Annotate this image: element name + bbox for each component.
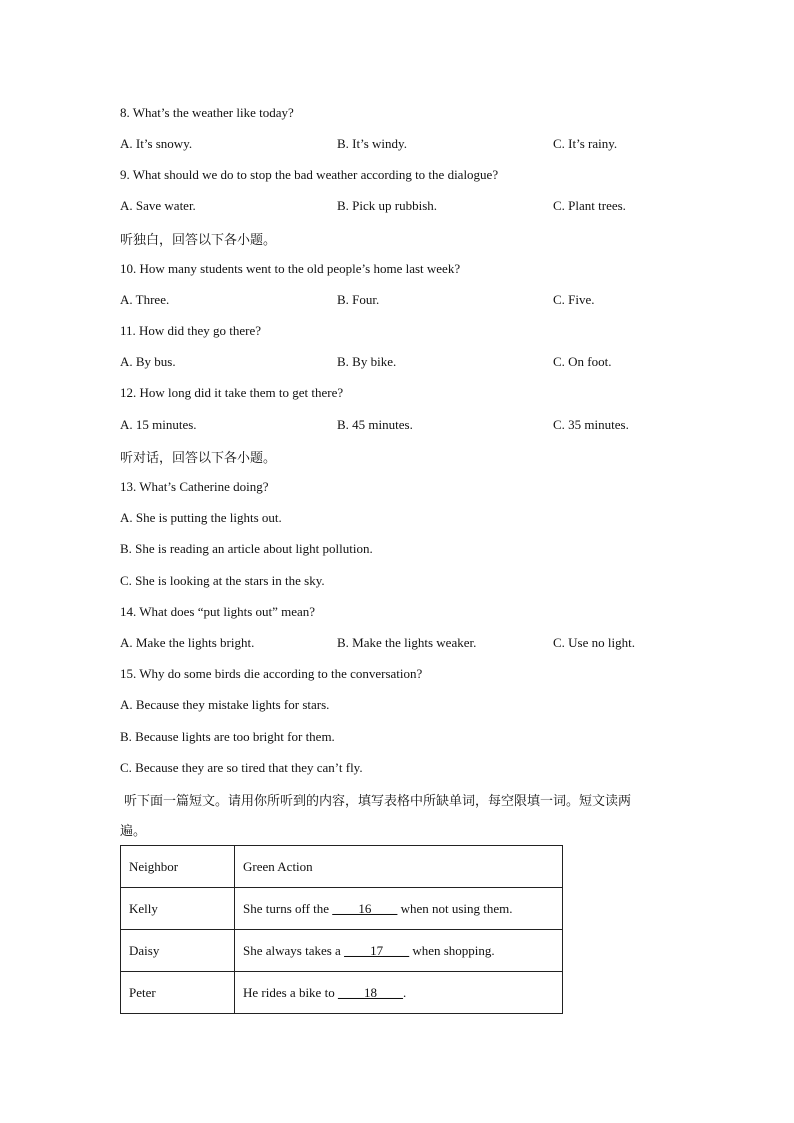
q9-option-b: B. Pick up rubbish. [337,198,438,213]
question-8: 8. What’s the weather like today? [120,105,294,120]
q15-option-c: C. Because they are so tired that they can’t fly. [120,760,363,775]
q11-option-a: A. By bus. [120,354,176,369]
table-row [121,972,563,1014]
question-15: 15. Why do some birds die according to the conversation? [120,666,423,681]
table-header-row [121,846,563,888]
q14-option-b: B. Make the lights weaker. [337,635,477,650]
green-action-cell [235,930,563,972]
passage-instruction-line2: 遍。 [120,824,147,839]
action-text-post: . [402,984,407,1000]
q13-option-b: B. She is reading an article about light pollution. [120,541,373,556]
green-action-table [120,845,563,1014]
q15-option-a: A. Because they mistake lights for stars. [120,697,330,712]
q10-option-c: C. Five. [553,292,595,307]
q14-option-a: A. Make the lights bright. [120,635,255,650]
q8-option-c: C. It’s rainy. [553,136,618,151]
blank-17: ____17____ [344,942,410,958]
table-row [121,888,563,930]
q12-option-a: A. 15 minutes. [120,417,197,432]
q14-option-c: C. Use no light. [553,635,635,650]
question-13: 13. What’s Catherine doing? [120,479,269,494]
q8-option-b: B. It’s windy. [337,136,407,151]
question-14: 14. What does “put lights out” mean? [120,604,316,619]
q9-option-a: A. Save water. [120,198,196,213]
q11-option-c: C. On foot. [553,354,612,369]
green-action-cell [235,972,563,1014]
action-text-post: when shopping. [409,942,495,958]
question-12: 12. How long did it take them to get there? [120,385,344,400]
question-9: 9. What should we do to stop the bad weather according to the dialogue? [120,167,499,182]
action-text-pre: She always takes a [243,942,345,958]
blank-18: ____18____ [337,984,403,1000]
green-action-cell [235,888,563,930]
q15-option-b: B. Because lights are too bright for them. [120,729,335,744]
table-row [121,930,563,972]
neighbor-name: Peter [121,972,235,1014]
dialogue-instruction: 听对话，回答以下各小题。 [120,451,277,466]
blank-16: ____16____ [332,900,398,916]
header-neighbor: Neighbor [121,846,235,888]
q12-option-c: C. 35 minutes. [553,417,629,432]
q12-option-b: B. 45 minutes. [337,417,413,432]
q10-option-b: B. Four. [337,292,380,307]
action-text-pre: She turns off the [243,900,333,916]
action-text-post: when not using them. [397,900,513,916]
neighbor-name: Daisy [121,930,235,972]
question-11: 11. How did they go there? [120,323,262,338]
q8-option-a: A. It’s snowy. [120,136,193,151]
q9-option-c: C. Plant trees. [553,198,626,213]
neighbor-name: Kelly [121,888,235,930]
monologue-instruction: 听独白，回答以下各小题。 [120,233,277,248]
passage-instruction-line1: 听下面一篇短文。请用你所听到的内容，填写表格中所缺单词，每空限填一词。短文读两 [124,794,632,809]
q13-option-c: C. She is looking at the stars in the sky. [120,573,325,588]
q10-option-a: A. Three. [120,292,170,307]
action-text-pre: He rides a bike to [243,984,338,1000]
question-10: 10. How many students went to the old people’s home last week? [120,261,461,276]
header-green-action: Green Action [235,846,563,888]
q13-option-a: A. She is putting the lights out. [120,510,282,525]
q11-option-b: B. By bike. [337,354,397,369]
